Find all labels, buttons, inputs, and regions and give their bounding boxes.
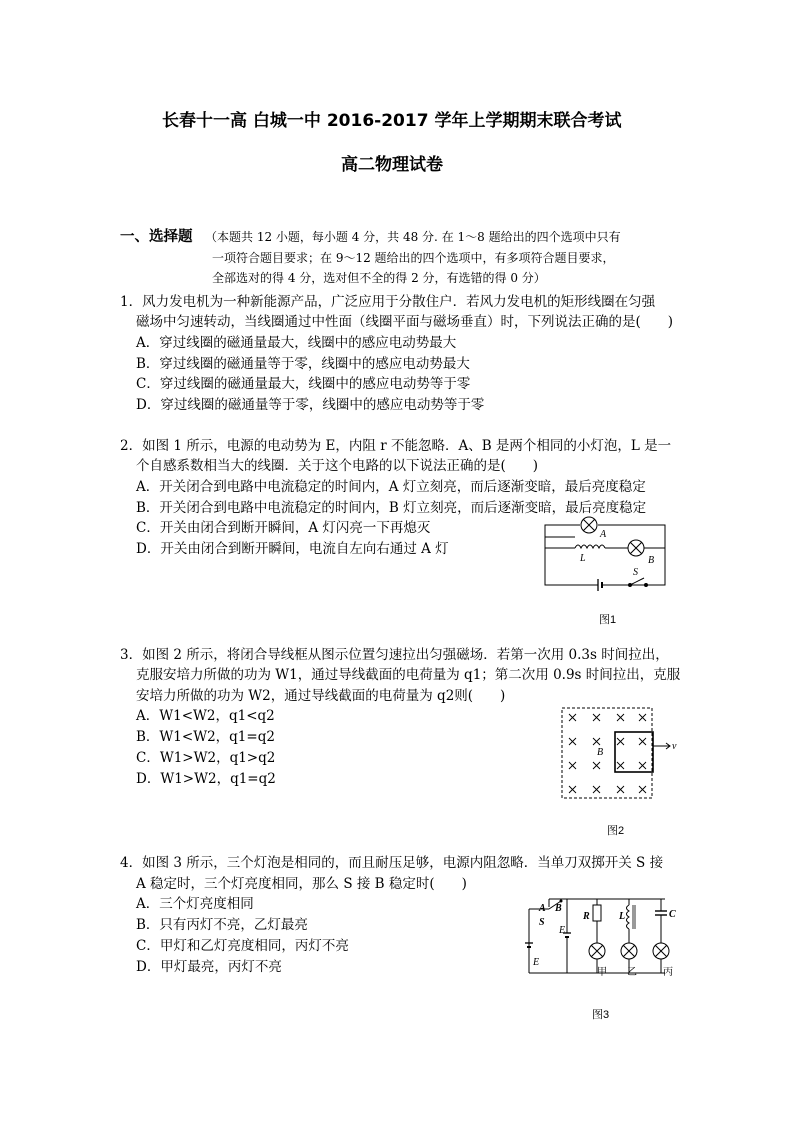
figure-2-label-v: v <box>672 741 677 752</box>
question-3-stem-line-2: 克服安培力所做的功为 W1，通过导线截面的电荷量为 q1；第二次用 0.9s 时间拉出，克服 <box>136 667 681 683</box>
field-crosses <box>569 714 646 793</box>
question-1-stem-line-2: 磁场中匀速转动，当线圈通过中性面（线圈平面与磁场垂直）时，下列说法正确的是( ) <box>136 314 674 330</box>
figure-1-label-a: A <box>600 529 607 540</box>
section-note-line-3: 全部选对的得 4 分，选对但不全的得 2 分，有选错的得 0 分） <box>212 271 546 285</box>
figure-2-label-b: B <box>597 747 604 758</box>
question-1-option-b: B．穿过线圈的磁通量等于零，线圈中的感应电动势最大 <box>136 356 470 372</box>
question-3-stem-line-1: 3．如图 2 所示，将闭合导线框从图示位置匀速拉出匀强磁场．若第一次用 0.3s 时间拉出， <box>120 647 669 663</box>
field-region <box>562 708 652 798</box>
figure-3-label-l: L <box>619 911 626 922</box>
question-1-option-d: D．穿过线圈的磁通量等于零，线圈中的感应电动势等于零 <box>136 397 485 413</box>
figure-3-label-jia: 甲 <box>597 967 607 978</box>
figure-2-caption: 图2 <box>607 825 625 837</box>
question-4-stem-line-1: 4．如图 3 所示，三个灯泡是相同的，而且耐压足够，电源内阻忽略．当单刀双掷开关 S 接 <box>120 855 664 871</box>
figure-2-magnetic-field <box>560 706 680 801</box>
figure-3-label-bing: 丙 <box>663 967 673 978</box>
figure-3-caption: 图3 <box>592 1009 610 1021</box>
question-4-option-d: D．甲灯最亮，丙灯不亮 <box>136 959 282 975</box>
question-2-option-d: D．开关由闭合到断开瞬间，电流自左向右通过 A 灯 <box>136 541 449 557</box>
inductor-icon <box>575 545 605 548</box>
section-heading: 一、选择题 <box>120 229 193 245</box>
question-2-option-b: B．开关闭合到电路中电流稳定的时间内，B 灯立刻亮，而后逐渐变暗，最后亮度稳定 <box>136 500 647 516</box>
question-3-option-b: B．W1<W2，q1=q2 <box>136 729 275 745</box>
figure-3-label-a: A <box>539 903 546 914</box>
question-1-stem-line-1: 1．风力发电机为一种新能源产品，广泛应用于分散住户．若风力发电机的矩形线圈在匀强 <box>120 294 656 310</box>
question-3-option-c: C．W1>W2，q1>q2 <box>136 750 276 766</box>
figure-3-label-c: C <box>669 909 676 920</box>
resistor-icon <box>593 905 601 921</box>
figure-1-caption: 图1 <box>599 614 617 626</box>
question-4-option-a: A．三个灯亮度相同 <box>136 896 254 912</box>
figure-1-label-b: B <box>648 555 655 566</box>
question-4-stem-line-2: A 稳定时，三个灯亮度相同，那么 S 接 B 稳定时( ) <box>136 876 467 892</box>
question-2-option-a: A．开关闭合到电路中电流稳定的时间内，A 灯立刻亮，而后逐渐变暗，最后亮度稳定 <box>136 479 646 495</box>
figure-1-label-s: S <box>633 567 638 578</box>
page-title: 长春十一高 白城一中 2016-2017 学年上学期期末联合考试 <box>162 111 622 131</box>
figure-1-label-l: L <box>580 553 586 564</box>
section-note-line-1: （本题共 12 小题，每小题 4 分，共 48 分. 在 1～8 题给出的四个选项中只有 <box>205 230 621 244</box>
question-3-stem-line-3: 安培力所做的功为 W2，通过导线截面的电荷量为 q2则( ) <box>136 688 506 704</box>
question-4-option-c: C．甲灯和乙灯亮度相同，丙灯不亮 <box>136 938 349 954</box>
figure-3-label-e-inner: E <box>559 925 566 936</box>
figure-3-label-yi: 乙 <box>627 967 637 978</box>
question-1-option-c: C．穿过线圈的磁通量最大，线圈中的感应电动势等于零 <box>136 376 471 392</box>
question-4-option-b: B．只有丙灯不亮，乙灯最亮 <box>136 917 308 933</box>
question-3-option-a: A．W1<W2，q1<q2 <box>136 708 275 724</box>
figure-1-circuit <box>540 515 680 595</box>
inductor-icon <box>627 905 630 929</box>
question-2-stem-line-2: 个自感系数相当大的线圈．关于这个电路的以下说法正确的是( ) <box>136 458 539 474</box>
switch-icon <box>630 578 644 585</box>
figure-3-label-e-outer: E <box>533 957 540 968</box>
section-note-line-2: 一项符合题目要求；在 9～12 题给出的四个选项中，有多项符合题目要求， <box>212 251 615 265</box>
question-2-stem-line-1: 2．如图 1 所示，电源的电动势为 E，内阻 r 不能忽略．A、B 是两个相同的小灯泡，L 是一 <box>120 438 672 454</box>
figure-3-circuit <box>525 893 690 983</box>
figure-3-label-s: S <box>539 917 545 928</box>
figure-3-label-r: R <box>583 911 590 922</box>
question-2-option-c: C．开关由闭合到断开瞬间，A 灯闪亮一下再熄灭 <box>136 520 431 536</box>
page-subtitle: 高二物理试卷 <box>341 155 443 175</box>
question-3-option-d: D．W1>W2，q1=q2 <box>136 771 276 787</box>
figure-3-label-b: B <box>555 903 562 914</box>
question-1-option-a: A．穿过线圈的磁通量最大，线圈中的感应电动势最大 <box>136 335 457 351</box>
